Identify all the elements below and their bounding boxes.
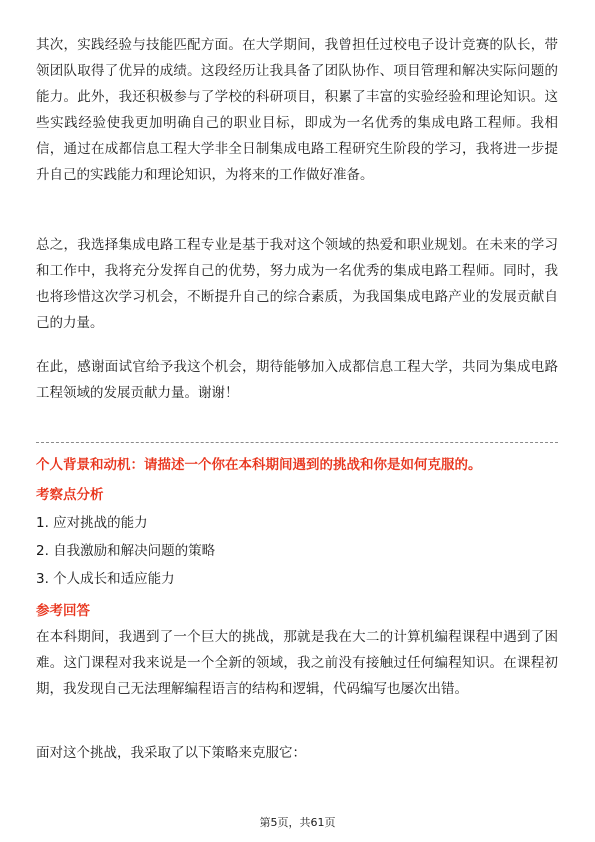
question-title: 个人背景和动机：请描述一个你在本科期间遇到的挑战和你是如何克服的。 <box>36 457 482 473</box>
paragraph-practice-experience: 其次，实践经验与技能匹配方面。在大学期间，我曾担任过校电子设计竞赛的队长，带领团队取得了优异的成绩。这段经历让我具备了团队协作、项目管理和解决实际问题的能力。此外，我还积极参与了学校的科研项目，积累了丰富的实验经验和理论知识。这些实践经验使我更加明确自己的职业目标，即成为一名优秀的集成电路工程师。我相信，通过在成都信息工程大学非全日制集成电路工程研究生阶段的学习，我将进一步提升自己的实践能力和理论知识，为将来的工作做好准备。 <box>36 37 558 183</box>
section-divider <box>36 442 558 443</box>
page-number: 第5页，共61页 <box>259 816 336 829</box>
answer-paragraph-2: 面对这个挑战，我采取了以下策略来克服它： <box>36 745 306 761</box>
analysis-point-3: 3. 个人成长和适应能力 <box>36 571 175 587</box>
analysis-point-2: 2. 自我激励和解决问题的策略 <box>36 543 216 559</box>
answer-heading: 参考回答 <box>36 603 90 619</box>
answer-paragraph-1: 在本科期间，我遇到了一个巨大的挑战，那就是我在大二的计算机编程课程中遇到了困难。这门课程对我来说是一个全新的领域，我之前没有接触过任何编程知识。在课程初期，我发现自己无法理解编程语言的结构和逻辑，代码编写也屡次出错。 <box>36 629 558 697</box>
paragraph-conclusion: 总之，我选择集成电路工程专业是基于我对这个领域的热爱和职业规划。在未来的学习和工作中，我将充分发挥自己的优势，努力成为一名优秀的集成电路工程师。同时，我也将珍惜这次学习机会，不断提升自己的综合素质，为我国集成电路产业的发展贡献自己的力量。 <box>36 237 558 331</box>
analysis-heading: 考察点分析 <box>36 487 104 503</box>
paragraph-thanks: 在此，感谢面试官给予我这个机会，期待能够加入成都信息工程大学，共同为集成电路工程领域的发展贡献力量。谢谢！ <box>36 359 558 401</box>
analysis-point-1: 1. 应对挑战的能力 <box>36 515 148 531</box>
